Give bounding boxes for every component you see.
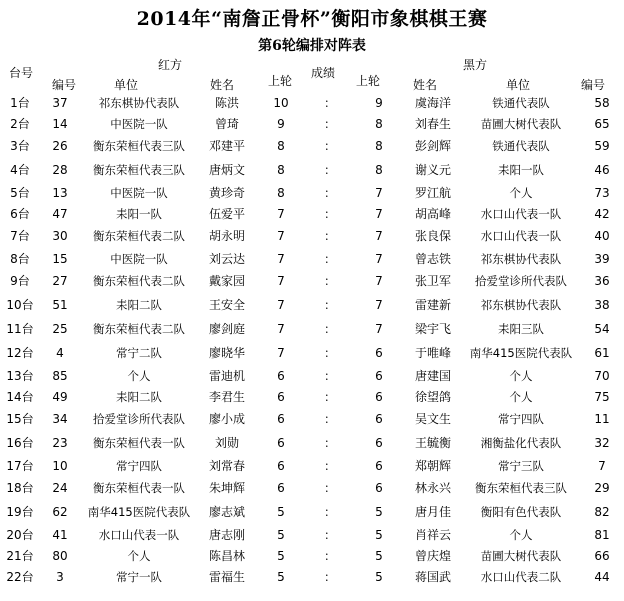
red-unit-cell: 中医院一队 <box>110 116 168 131</box>
red-prev-cell: 7 <box>277 274 285 288</box>
red-unit-cell: 个人 <box>127 368 151 383</box>
black-no-cell: 40 <box>594 229 610 243</box>
black-unit-cell: 个人 <box>509 185 533 200</box>
red-prev-cell: 8 <box>277 163 285 177</box>
result-cell: ： <box>323 163 336 177</box>
black-unit-cell: 水口山代表一队 <box>480 206 562 221</box>
red-no-cell: 41 <box>52 527 68 542</box>
red-prev-cell: 7 <box>277 206 285 221</box>
result-cell: ： <box>323 481 336 495</box>
red-prev-cell: 6 <box>277 412 285 426</box>
result-cell: ： <box>323 412 336 426</box>
black-name-cell: 唐月佳 <box>414 505 451 519</box>
red-no-cell: 49 <box>52 389 68 404</box>
black-no-cell: 70 <box>594 368 610 383</box>
header-red-unit: 单位 <box>113 78 138 92</box>
result-cell: ： <box>323 251 336 266</box>
red-no-cell: 24 <box>52 481 68 495</box>
result-cell: ： <box>323 548 336 563</box>
red-no-cell: 23 <box>52 436 68 450</box>
header-black-no: 编号 <box>580 78 605 92</box>
black-prev-cell: 7 <box>375 206 383 221</box>
table-no-cell: 8台 <box>10 251 30 266</box>
red-unit-cell: 中医院一队 <box>110 185 168 200</box>
black-unit-cell: 祁东棋协代表队 <box>480 298 562 312</box>
red-name-cell: 雷福生 <box>208 569 245 584</box>
red-no-cell: 26 <box>52 139 68 153</box>
red-unit-cell: 个人 <box>127 548 151 563</box>
red-name-cell: 戴家园 <box>208 274 245 288</box>
result-cell: ： <box>323 116 336 131</box>
table-row <box>0 431 624 455</box>
black-unit-cell: 铁通代表队 <box>492 95 550 110</box>
black-prev-cell: 9 <box>375 95 383 110</box>
result-cell: ： <box>323 206 336 221</box>
red-name-cell: 廖晓华 <box>208 346 245 360</box>
result-cell: ： <box>323 229 336 243</box>
red-prev-cell: 7 <box>277 251 285 266</box>
red-name-cell: 邓建平 <box>208 139 245 153</box>
red-prev-cell: 8 <box>277 185 285 200</box>
red-unit-cell: 衡东荣桓代表三队 <box>93 163 185 177</box>
black-prev-cell: 7 <box>375 251 383 266</box>
red-no-cell: 28 <box>52 163 68 177</box>
result-cell: ： <box>323 298 336 312</box>
header-red-no: 编号 <box>51 78 76 92</box>
black-unit-cell: 耒阳一队 <box>498 163 544 177</box>
table-no-cell: 10台 <box>6 298 34 312</box>
red-no-cell: 80 <box>52 548 68 563</box>
table-row <box>0 92 624 113</box>
result-cell: ： <box>323 527 336 542</box>
table-row <box>0 455 624 476</box>
black-prev-cell: 6 <box>375 481 383 495</box>
black-prev-cell: 7 <box>375 185 383 200</box>
red-no-cell: 27 <box>52 274 68 288</box>
red-no-cell: 10 <box>52 458 68 473</box>
black-unit-cell: 衡东荣桓代表三队 <box>475 481 567 495</box>
red-name-cell: 胡永明 <box>208 229 245 243</box>
table-no-cell: 9台 <box>10 274 30 288</box>
black-name-cell: 张良保 <box>414 229 451 243</box>
table-no-cell: 20台 <box>6 527 34 542</box>
black-prev-cell: 7 <box>375 274 383 288</box>
table-row <box>0 224 624 248</box>
table-no-cell: 18台 <box>6 481 34 495</box>
red-name-cell: 刘勋 <box>214 436 239 450</box>
table-row <box>0 566 624 587</box>
red-name-cell: 曾琦 <box>214 116 239 131</box>
black-prev-cell: 8 <box>375 139 383 153</box>
table-no-cell: 3台 <box>10 139 30 153</box>
red-no-cell: 62 <box>52 505 68 519</box>
result-cell: ： <box>323 346 336 360</box>
black-name-cell: 郑朝辉 <box>414 458 451 473</box>
black-no-cell: 7 <box>598 458 606 473</box>
black-name-cell: 刘春生 <box>414 116 451 131</box>
black-no-cell: 44 <box>594 569 610 584</box>
red-unit-cell: 水口山代表一队 <box>98 527 180 542</box>
black-unit-cell: 拾爱堂诊所代表队 <box>475 274 567 288</box>
result-cell: ： <box>323 368 336 383</box>
red-unit-cell: 南华415医院代表队 <box>87 505 191 519</box>
table-row <box>0 182 624 203</box>
pairing-table <box>0 92 624 587</box>
red-unit-cell: 常宁二队 <box>116 346 162 360</box>
black-no-cell: 11 <box>594 412 610 426</box>
table-row <box>0 545 624 566</box>
red-name-cell: 刘云达 <box>208 251 245 266</box>
red-no-cell: 4 <box>56 346 64 360</box>
table-row <box>0 269 624 293</box>
red-no-cell: 85 <box>52 368 68 383</box>
header-red-name: 姓名 <box>209 78 234 92</box>
result-cell: ： <box>323 95 336 110</box>
black-prev-cell: 8 <box>375 116 383 131</box>
red-name-cell: 唐志刚 <box>208 527 245 542</box>
red-prev-cell: 6 <box>277 481 285 495</box>
red-name-cell: 李君生 <box>208 389 245 404</box>
black-name-cell: 曾志铁 <box>414 251 451 266</box>
black-unit-cell: 常宁三队 <box>498 458 544 473</box>
header-black-unit: 单位 <box>505 78 530 92</box>
black-unit-cell: 祁东棋协代表队 <box>480 251 562 266</box>
black-prev-cell: 5 <box>375 569 383 584</box>
red-name-cell: 廖小成 <box>208 412 245 426</box>
table-row <box>0 134 624 158</box>
black-no-cell: 66 <box>594 548 610 563</box>
red-unit-cell: 衡东荣桓代表二队 <box>93 229 185 243</box>
red-no-cell: 30 <box>52 229 68 243</box>
table-no-cell: 15台 <box>6 412 34 426</box>
black-no-cell: 46 <box>594 163 610 177</box>
black-no-cell: 38 <box>594 298 610 312</box>
table-no-cell: 13台 <box>6 368 34 383</box>
red-unit-cell: 祁东棋协代表队 <box>98 95 180 110</box>
black-name-cell: 胡高峰 <box>414 206 451 221</box>
red-prev-cell: 5 <box>277 569 285 584</box>
table-no-cell: 22台 <box>6 569 34 584</box>
red-unit-cell: 中医院一队 <box>110 251 168 266</box>
table-no-cell: 7台 <box>10 229 30 243</box>
black-unit-cell: 南华415医院代表队 <box>469 346 573 360</box>
black-unit-cell: 湘衡盐化代表队 <box>480 436 562 450</box>
header-red-side: 红方 <box>157 58 182 72</box>
red-unit-cell: 耒阳一队 <box>116 206 162 221</box>
black-no-cell: 73 <box>594 185 610 200</box>
red-prev-cell: 7 <box>277 298 285 312</box>
table-row <box>0 365 624 386</box>
result-cell: ： <box>323 389 336 404</box>
header-black-name: 姓名 <box>412 78 437 92</box>
red-no-cell: 14 <box>52 116 68 131</box>
header-red-prev: 上轮 <box>267 74 292 88</box>
table-no-cell: 2台 <box>10 116 30 131</box>
black-no-cell: 65 <box>594 116 610 131</box>
page-title: 2014年“南詹正骨杯”衡阳市象棋棋王赛 <box>136 8 488 30</box>
black-no-cell: 61 <box>594 346 610 360</box>
black-prev-cell: 8 <box>375 163 383 177</box>
red-prev-cell: 5 <box>277 505 285 519</box>
black-no-cell: 59 <box>594 139 610 153</box>
black-no-cell: 42 <box>594 206 610 221</box>
red-no-cell: 15 <box>52 251 68 266</box>
header-black-prev: 上轮 <box>355 74 380 88</box>
header-table-no: 台号 <box>8 66 33 80</box>
table-row <box>0 476 624 500</box>
red-name-cell: 黄珍奇 <box>208 185 245 200</box>
black-name-cell: 蒋国武 <box>414 569 451 584</box>
table-no-cell: 16台 <box>6 436 34 450</box>
table-no-cell: 6台 <box>10 206 30 221</box>
result-cell: ： <box>323 436 336 450</box>
page-subtitle: 第6轮编排对阵表 <box>258 38 366 54</box>
red-prev-cell: 8 <box>277 139 285 153</box>
black-no-cell: 82 <box>594 505 610 519</box>
result-cell: ： <box>323 139 336 153</box>
red-name-cell: 唐炳文 <box>208 163 245 177</box>
table-no-cell: 5台 <box>10 185 30 200</box>
black-unit-cell: 苗圃大树代表队 <box>480 116 562 131</box>
result-cell: ： <box>323 458 336 473</box>
table-no-cell: 12台 <box>6 346 34 360</box>
table-row <box>0 341 624 365</box>
black-name-cell: 彭剑辉 <box>414 139 451 153</box>
black-no-cell: 36 <box>594 274 610 288</box>
black-no-cell: 81 <box>594 527 610 542</box>
red-unit-cell: 常宁四队 <box>116 458 162 473</box>
result-cell: ： <box>323 274 336 288</box>
black-prev-cell: 6 <box>375 436 383 450</box>
black-name-cell: 徐望鸽 <box>414 389 451 404</box>
black-name-cell: 王毓衡 <box>414 436 451 450</box>
red-prev-cell: 5 <box>277 548 285 563</box>
red-unit-cell: 衡东荣桓代表一队 <box>93 436 185 450</box>
red-unit-cell: 耒阳二队 <box>116 389 162 404</box>
red-prev-cell: 7 <box>277 346 285 360</box>
red-prev-cell: 10 <box>273 95 289 110</box>
result-cell: ： <box>323 505 336 519</box>
black-no-cell: 75 <box>594 389 610 404</box>
red-prev-cell: 6 <box>277 436 285 450</box>
black-unit-cell: 个人 <box>509 389 533 404</box>
table-no-cell: 21台 <box>6 548 34 563</box>
table-no-cell: 11台 <box>6 322 34 336</box>
result-cell: ： <box>323 322 336 336</box>
black-prev-cell: 6 <box>375 412 383 426</box>
red-unit-cell: 衡东荣桓代表三队 <box>93 139 185 153</box>
black-unit-cell: 铁通代表队 <box>492 139 550 153</box>
black-unit-cell: 水口山代表二队 <box>480 569 562 584</box>
black-prev-cell: 5 <box>375 505 383 519</box>
black-prev-cell: 5 <box>375 527 383 542</box>
black-name-cell: 曾庆煌 <box>414 548 451 563</box>
black-name-cell: 于唯峰 <box>414 346 451 360</box>
table-no-cell: 19台 <box>6 505 34 519</box>
red-name-cell: 廖志斌 <box>208 505 245 519</box>
red-name-cell: 刘常春 <box>208 458 245 473</box>
black-name-cell: 罗江航 <box>414 185 451 200</box>
table-no-cell: 17台 <box>6 458 34 473</box>
black-prev-cell: 7 <box>375 229 383 243</box>
header-result: 成绩 <box>310 66 335 80</box>
red-name-cell: 伍爱平 <box>208 206 245 221</box>
red-name-cell: 雷迪机 <box>208 368 245 383</box>
table-row <box>0 386 624 407</box>
black-name-cell: 雷建新 <box>414 298 451 312</box>
black-unit-cell: 苗圃大树代表队 <box>480 548 562 563</box>
result-cell: ： <box>323 569 336 584</box>
black-name-cell: 肖祥云 <box>414 527 451 542</box>
red-no-cell: 51 <box>52 298 68 312</box>
red-prev-cell: 9 <box>277 116 285 131</box>
red-prev-cell: 6 <box>277 389 285 404</box>
black-unit-cell: 常宁四队 <box>498 412 544 426</box>
black-name-cell: 谢义元 <box>414 163 451 177</box>
black-prev-cell: 7 <box>375 322 383 336</box>
red-unit-cell: 衡东荣桓代表一队 <box>93 481 185 495</box>
table-row <box>0 407 624 431</box>
black-no-cell: 29 <box>594 481 610 495</box>
red-no-cell: 37 <box>52 95 68 110</box>
table-no-cell: 4台 <box>10 163 30 177</box>
red-prev-cell: 7 <box>277 229 285 243</box>
black-name-cell: 唐建国 <box>414 368 451 383</box>
red-unit-cell: 耒阳二队 <box>116 298 162 312</box>
table-row <box>0 203 624 224</box>
black-unit-cell: 个人 <box>509 527 533 542</box>
table-row <box>0 500 624 524</box>
black-name-cell: 吴文生 <box>414 412 451 426</box>
black-name-cell: 林永兴 <box>414 481 451 495</box>
table-no-cell: 1台 <box>10 95 30 110</box>
red-no-cell: 47 <box>52 206 68 221</box>
table-row <box>0 158 624 182</box>
table-row <box>0 524 624 545</box>
table-row <box>0 248 624 269</box>
black-prev-cell: 7 <box>375 298 383 312</box>
table-row <box>0 293 624 317</box>
black-no-cell: 58 <box>594 95 610 110</box>
black-prev-cell: 6 <box>375 368 383 383</box>
red-no-cell: 3 <box>56 569 64 584</box>
red-no-cell: 25 <box>52 322 68 336</box>
red-prev-cell: 6 <box>277 458 285 473</box>
red-prev-cell: 6 <box>277 368 285 383</box>
red-unit-cell: 衡东荣桓代表二队 <box>93 274 185 288</box>
black-no-cell: 32 <box>594 436 610 450</box>
black-unit-cell: 衡阳有色代表队 <box>480 505 562 519</box>
table-row <box>0 113 624 134</box>
black-name-cell: 张卫军 <box>414 274 451 288</box>
black-no-cell: 39 <box>594 251 610 266</box>
red-name-cell: 王安全 <box>208 298 245 312</box>
black-name-cell: 虞海洋 <box>414 95 451 110</box>
black-unit-cell: 耒阳三队 <box>498 322 544 336</box>
red-prev-cell: 5 <box>277 527 285 542</box>
header-black-side: 黑方 <box>462 58 487 72</box>
red-unit-cell: 拾爱堂诊所代表队 <box>93 412 185 426</box>
red-no-cell: 34 <box>52 412 68 426</box>
black-prev-cell: 6 <box>375 389 383 404</box>
black-prev-cell: 6 <box>375 346 383 360</box>
red-name-cell: 陈洪 <box>214 95 239 110</box>
black-prev-cell: 6 <box>375 458 383 473</box>
table-no-cell: 14台 <box>6 389 34 404</box>
result-cell: ： <box>323 185 336 200</box>
red-name-cell: 陈昌林 <box>208 548 245 563</box>
black-name-cell: 梁宇飞 <box>414 322 451 336</box>
red-name-cell: 廖剑庭 <box>208 322 245 336</box>
red-no-cell: 13 <box>52 185 68 200</box>
black-no-cell: 54 <box>594 322 610 336</box>
black-unit-cell: 个人 <box>509 368 533 383</box>
black-prev-cell: 5 <box>375 548 383 563</box>
black-unit-cell: 水口山代表一队 <box>480 229 562 243</box>
red-unit-cell: 常宁一队 <box>116 569 162 584</box>
red-prev-cell: 7 <box>277 322 285 336</box>
red-name-cell: 朱坤辉 <box>208 481 245 495</box>
red-unit-cell: 衡东荣桓代表二队 <box>93 322 185 336</box>
table-row <box>0 317 624 341</box>
